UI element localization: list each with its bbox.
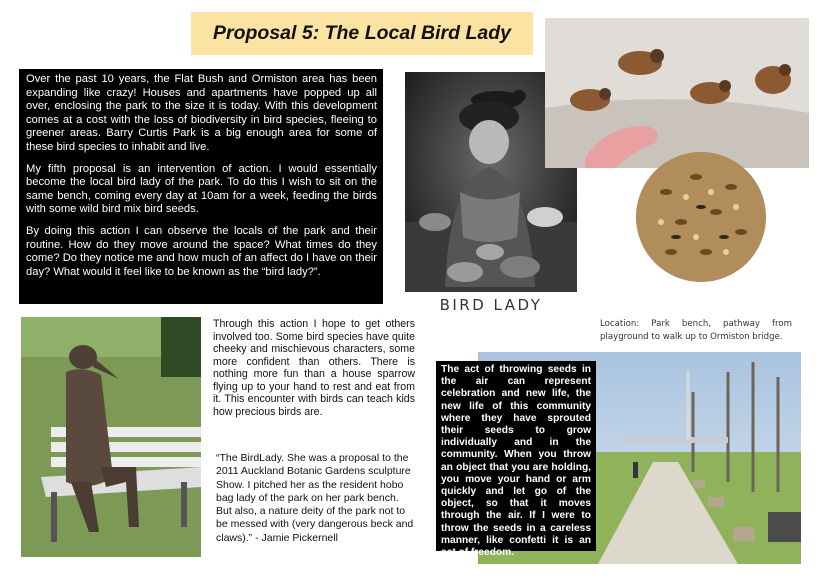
involvement-text: Through this action I hope to get others involved too. Some bird species have quite cheeky and mischievous characters, some more confident than others. There is nothing more fun than a house sparrow flying up to your hand to rest and eat from it. This encounter with birds can teach kids how precious birds are.	[213, 318, 415, 418]
bird-seeds-photo	[636, 152, 766, 282]
location-text: Location: Park bench, pathway from playground to walk up to Ormiston bridge.	[600, 319, 792, 342]
intro-paragraph-1: Over the past 10 years, the Flat Bush and Ormiston area has been expanding like crazy! Houses and apartments have popped up all over, enclosing the park to the size it is today. With this development comes at a cost with the loss of biodiversity in bird species, fleeing to greener areas. Barry Curtis Park is a big enough area for some of these bird species to inhabit and live.	[26, 73, 377, 153]
artist-quote: “The BirdLady. She was a proposal to the 2011 Auckland Botanic Gardens sculpture Show. I pitched her as the resident hobo bag lady of the park on her park bench. But also, a nature deity of the park not to be messed with (very dangerous beck and claws).” - Jamie Pickernell	[216, 452, 414, 544]
sparrows-photo	[545, 18, 809, 168]
throwing-seeds-text: The act of throwing seeds in the air can represent celebration and new life, the new life of this community where they have sprouted their seeds to grow individually and in the community. When you throw an object that you are holding, you move your hand or arm quickly and let go of the object, so that it moves through the air. If I were to throw the seeds in a careless manner, like confetti it is an act of freedom.	[441, 364, 591, 559]
bird-seeds-illustration	[636, 152, 766, 282]
statue-bench-illustration	[21, 317, 201, 557]
intro-text-box	[19, 69, 383, 304]
throwing-seeds-text-box	[436, 361, 596, 559]
bird-lady-caption: BIRD LADY	[439, 296, 543, 314]
intro-paragraph-3: By doing this action I can observe the locals of the park and their routine. How do they move around the space? What times do they come? Do they notice me and how much of an affect do I have on their day? What would it feel like to be known as the “bird lady?”.	[26, 224, 377, 278]
title-banner	[191, 12, 533, 55]
intro-paragraph-2: My fifth proposal is an intervention of action. I would essentially become the local bird lady of the park. To do this I wish to sit on the same bench, coming every day at 10am for a week, feeding the birds with some wild bird mix bird seeds.	[26, 162, 377, 216]
page-title: Proposal 5: The Local Bird Lady	[213, 22, 511, 44]
bird-lady-statue-photo	[21, 317, 201, 557]
sparrows-illustration	[545, 18, 809, 168]
